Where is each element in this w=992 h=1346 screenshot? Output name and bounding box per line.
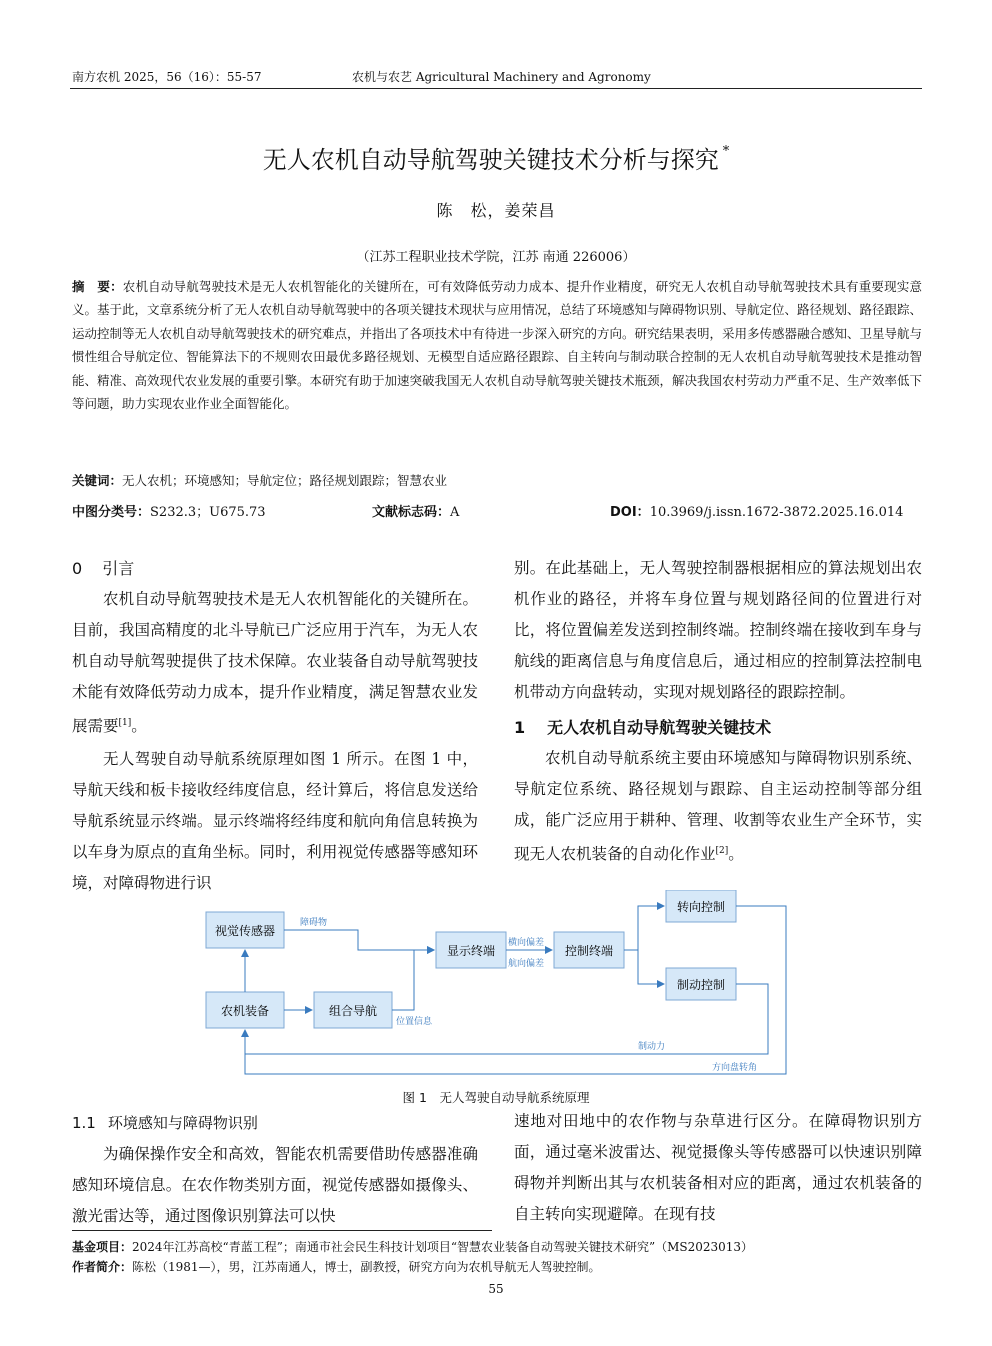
journal-reference: 南方农机 2025，56（16）：55-57	[72, 70, 262, 84]
document-code: 文献标志码：A	[372, 505, 460, 520]
node-agri-machine	[206, 992, 284, 1028]
section-1-heading: 1 无人农机自动导航驾驶关键技术	[514, 718, 772, 737]
node-display-terminal	[436, 932, 506, 968]
left-column-bottom	[72, 1108, 478, 1232]
right-column-bottom	[514, 1106, 922, 1230]
journal-section: 农机与农艺 Agricultural Machinery and Agronomy	[352, 70, 651, 84]
citation-2: [2]	[715, 846, 729, 856]
paragraph-env-perception: 为确保操作安全和高效，智能农机需要借助传感器准确感知环境信息。在农作物类别方面，视觉传感器如摄像头、激光雷达等，通过图像识别算法可以快	[72, 1145, 478, 1225]
abstract-label: 摘 要：	[72, 279, 123, 294]
keywords-text: 无人农机；环境感知；导航定位；路径规划跟踪；智慧农业	[122, 473, 448, 488]
abstract	[72, 275, 922, 415]
svg-text:制动控制: 制动控制	[676, 978, 726, 992]
paragraph-env-perception-cont: 速地对田地中的农作物与杂草进行区分。在障碍物识别方面，通过毫米波雷达、视觉摄像头等传感器可以快速识别障碍物并判断出其与农机装备相对应的距离，通过农机装备的自主转向实现避障。在现有技	[514, 1112, 922, 1223]
citation-1: [1]	[118, 718, 132, 728]
keywords	[72, 471, 447, 489]
paragraph-key-tech: 农机自动导航系统主要由环境感知与障碍物识别系统、导航定位系统、路径规划与跟踪、自主运动控制等部分组成，能广泛应用于耕种、管理、收割等农业生产全环节，实现无人农机装备的自动化作业[2]。	[514, 749, 922, 864]
section-0-heading: 0 引言	[72, 559, 135, 578]
title-footnote-mark: *	[722, 144, 730, 159]
abstract-text: 农机自动导航驾驶技术是无人农机智能化的关键所在，可有效降低劳动力成本、提升作业精度，研究无人农机自动导航驾驶技术具有重要现实意义。基于此，文章系统分析了无人农机自动导航驾驶中的各项关键技术现状与应用情况，总结了环境感知与障碍物识别、导航定位、路径规划、路径跟踪、运动控制等无人农机自动导航驾驶技术的研究难点，并指出了各项技术中有待进一步深入研究的方向。研究结果表明，采用多传感器融合感知、卫星导航与惯性组合导航定位、智能算法下的不规则农田最优多路径规划、无模型自适应路径跟踪、自主转向与制动联合控制的无人农机自动导航驾驶技术是推动智能、精准、高效现代农业发展的重要引擎。本研究有助于加速突破我国无人农机自动导航驾驶关键技术瓶颈，解决我国农村劳动力严重不足、生产效率低下等问题，助力实现农业作业全面智能化。	[72, 279, 923, 412]
right-column-top	[514, 553, 922, 870]
node-integrated-navigation	[314, 992, 392, 1028]
affiliation: （江苏工程职业技术学院，江苏 南通 226006）	[356, 250, 636, 265]
figure-1-diagram	[0, 890, 992, 1086]
edge-label-lateral-deviation: 横向偏差	[508, 938, 545, 948]
page-number: 55	[488, 1282, 504, 1296]
edge-label-braking-force: 制动力	[638, 1042, 666, 1052]
paragraph-system-principle-cont: 别。在此基础上，无人驾驶控制器根据相应的算法规划出农机作业的路径，并将车身位置与规划路径间的位置进行对比，将位置偏差发送到控制终端。控制终端在接收到车身与航线的距离信息与角度信息后，通过相应的控制算法控制电机带动方向盘转动，实现对规划路径的跟踪控制。	[514, 559, 922, 701]
paragraph-intro: 农机自动导航驾驶技术是无人农机智能化的关键所在。目前，我国高精度的北斗导航已广泛应用于汽车，为无人农机自动导航驾驶提供了技术保障。农业装备自动导航驾驶技术能有效降低劳动力成本，提升作业精度，满足智慧农业发展需要[1]。	[72, 590, 478, 736]
svg-text:显示终端: 显示终端	[446, 944, 496, 958]
edge-label-obstacle: 障碍物	[300, 918, 328, 928]
clc-number: 中图分类号：S232.3；U675.73	[72, 505, 266, 520]
header-rule	[70, 88, 922, 89]
section-1-1-heading: 1.1 环境感知与障碍物识别	[72, 1114, 258, 1132]
doi: DOI：10.3969/j.issn.1672-3872.2025.16.014	[610, 505, 904, 520]
footnote-rule	[72, 1230, 492, 1231]
node-brake-control	[666, 968, 736, 1000]
edge-label-steering-angle: 方向盘转角	[712, 1063, 758, 1073]
svg-text:转向控制: 转向控制	[676, 900, 726, 914]
funding-note: 基金项目：2024年江苏高校“青蓝工程”；南通市社会民生科技计划项目“智慧农业装备自动驾驶关键技术研究”（MS2023013）	[72, 1240, 754, 1254]
keywords-label: 关键词：	[72, 473, 123, 488]
figure-1-caption: 图 1 无人驾驶自动导航系统原理	[402, 1090, 590, 1105]
edge-label-position: 位置信息	[396, 1017, 433, 1027]
svg-text:视觉传感器: 视觉传感器	[214, 924, 276, 938]
edge-label-heading-deviation: 航向偏差	[508, 959, 545, 969]
node-steering-control	[666, 890, 736, 922]
paragraph-system-principle: 无人驾驶自动导航系统原理如图 1 所示。在图 1 中，导航天线和板卡接收经纬度信息，经计算后，将信息发送给导航系统显示终端。显示终端将经纬度和航向角信息转换为以车身为原点的直角坐标。同时，利用视觉传感器等感知环境，对障碍物进行识	[72, 750, 478, 893]
node-vision-sensor	[206, 912, 284, 948]
author-bio: 作者简介：陈松（1981—），男，江苏南通人，博士，副教授，研究方向为农机导航无人驾驶控制。	[72, 1260, 601, 1274]
svg-text:组合导航: 组合导航	[328, 1004, 378, 1018]
paper-title: 无人农机自动导航驾驶关键技术分析与探究 *	[262, 144, 730, 174]
svg-text:农机装备: 农机装备	[220, 1004, 270, 1018]
left-column-top	[72, 553, 478, 899]
authors: 陈 松，姜荣昌	[436, 201, 556, 220]
svg-text:控制终端: 控制终端	[564, 944, 614, 958]
node-control-terminal	[554, 932, 624, 968]
